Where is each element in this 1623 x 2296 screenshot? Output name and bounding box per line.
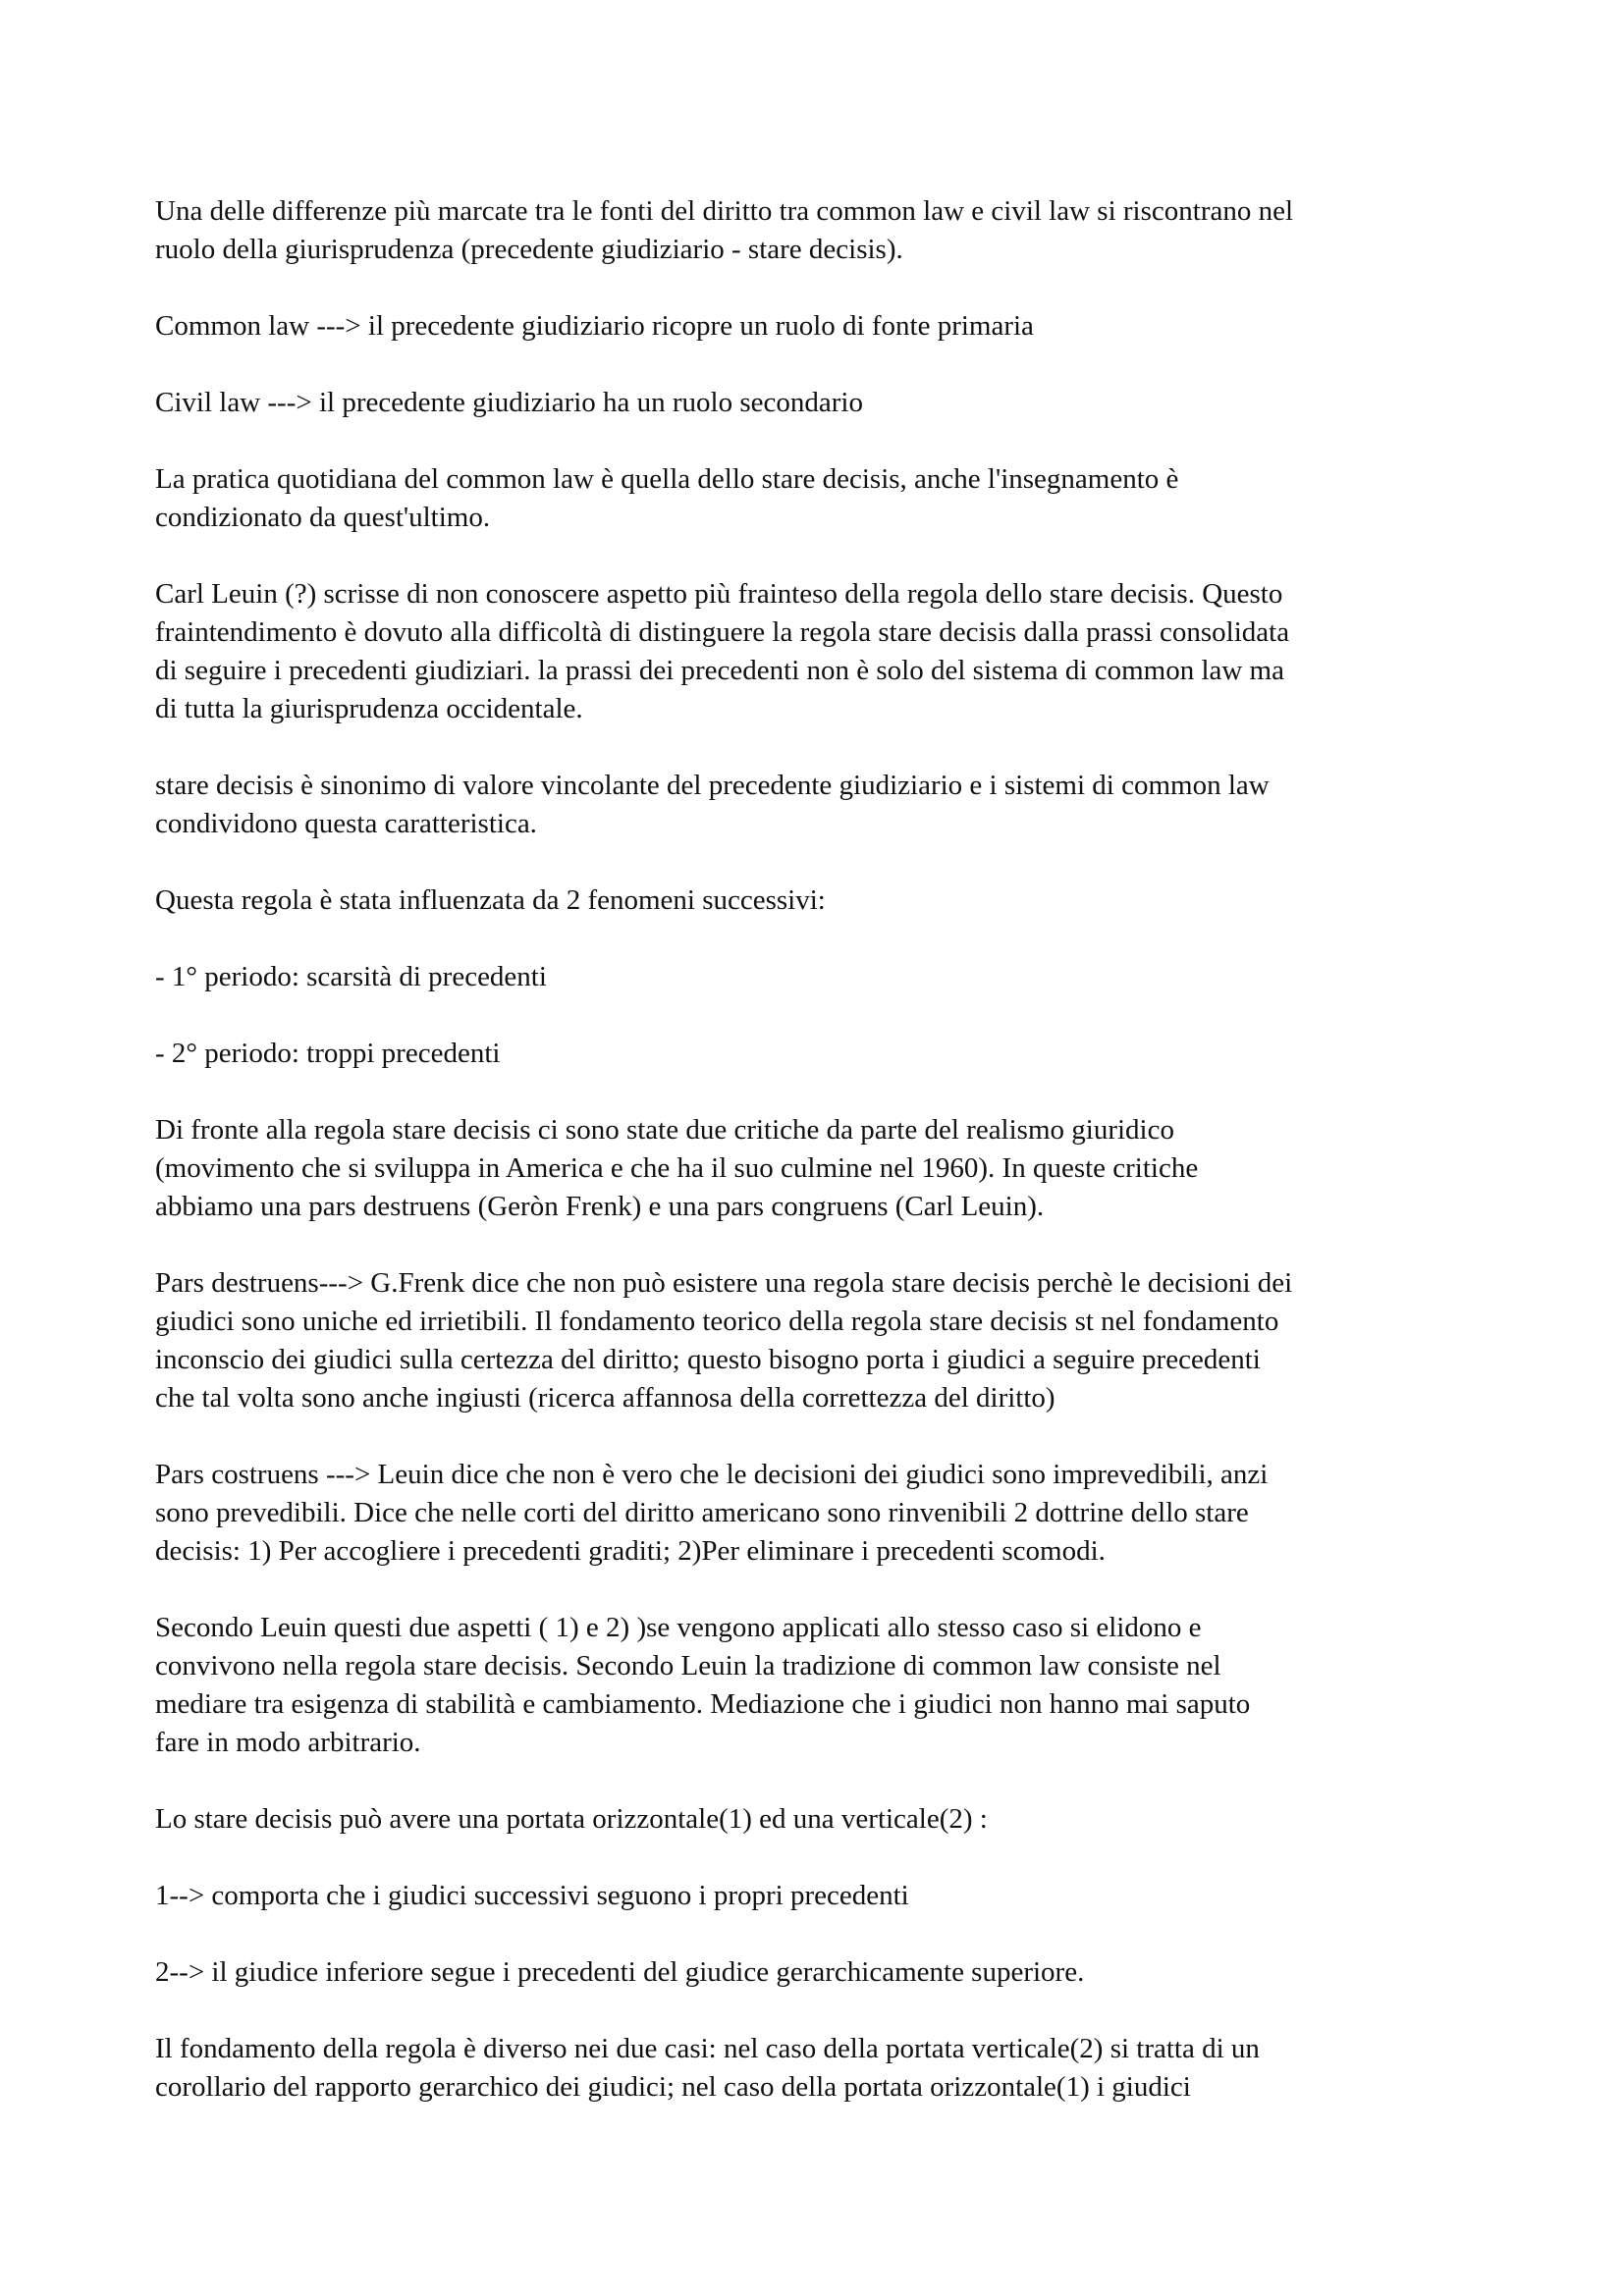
text-line: fare in modo arbitrario. <box>155 1727 421 1758</box>
text-line: Di fronte alla regola stare decisis ci sono state due critiche da parte del realismo giuridico <box>155 1114 1174 1146</box>
text-line: fraintendimento è dovuto alla difficoltà di distinguere la regola stare decisis dalla prassi consolidata <box>155 616 1290 648</box>
paragraph <box>155 1953 1500 1992</box>
paragraph <box>155 1035 1500 1073</box>
text-line: (movimento che si sviluppa in America e che ha il suo culmine nel 1960). In queste critiche <box>155 1152 1199 1184</box>
text-line: di tutta la giurisprudenza occidentale. <box>155 693 583 724</box>
text-line: sono prevedibili. Dice che nelle corti del diritto americano sono rinvenibili 2 dottrine dello stare <box>155 1497 1249 1528</box>
text-line: mediare tra esigenza di stabilità e cambiamento. Mediazione che i giudici non hanno mai saputo <box>155 1688 1251 1720</box>
text-line: che tal volta sono anche ingiusti (ricerca affannosa della correttezza del diritto) <box>155 1382 1055 1414</box>
text-line: corollario del rapporto gerarchico dei giudici; nel caso della portata orizzontale(1) i giudici <box>155 2071 1191 2103</box>
text-line: Common law ---> il precedente giudiziario ricopre un ruolo di fonte primaria <box>155 310 1034 342</box>
text-line: - 2° periodo: troppi precedenti <box>155 1038 501 1069</box>
paragraph <box>155 1111 1500 1226</box>
text-line: La pratica quotidiana del common law è quella dello stare decisis, anche l'insegnamento è <box>155 463 1179 495</box>
text-line: Questa regola è stata influenzata da 2 fenomeni successivi: <box>155 884 826 916</box>
text-line: 1--> comporta che i giudici successivi seguono i propri precedenti <box>155 1880 909 1911</box>
paragraph <box>155 767 1500 843</box>
text-line: Secondo Leuin questi due aspetti ( 1) e 2) )se vengono applicati allo stesso caso si elidono e <box>155 1612 1202 1643</box>
text-line: condividono questa caratteristica. <box>155 808 537 839</box>
text-line: convivono nella regola stare decisis. Secondo Leuin la tradizione di common law consiste nel <box>155 1650 1221 1682</box>
text-line: di seguire i precedenti giudiziari. la prassi dei precedenti non è solo del sistema di common law ma <box>155 655 1284 686</box>
paragraph <box>155 575 1500 728</box>
text-line: decisis: 1) Per accogliere i precedenti graditi; 2)Per eliminare i precedenti scomodi. <box>155 1535 1106 1567</box>
paragraph <box>155 881 1500 920</box>
paragraph <box>155 384 1500 422</box>
text-line: Carl Leuin (?) scrisse di non conoscere aspetto più frainteso della regola dello stare decisis. Questo <box>155 578 1283 610</box>
text-line: Civil law ---> il precedente giudiziario ha un ruolo secondario <box>155 387 863 418</box>
paragraph <box>155 1609 1500 1762</box>
paragraph <box>155 460 1500 537</box>
text-line: stare decisis è sinonimo di valore vincolante del precedente giudiziario e i sistemi di common law <box>155 770 1270 801</box>
paragraph <box>155 958 1500 996</box>
text-line: Una delle differenze più marcate tra le fonti del diritto tra common law e civil law si riscontrano nel <box>155 195 1294 227</box>
paragraph <box>155 1264 1500 1417</box>
paragraph <box>155 1877 1500 1915</box>
paragraph <box>155 1456 1500 1571</box>
paragraph <box>155 192 1500 269</box>
document-body <box>155 192 1500 2145</box>
text-line: abbiamo una pars destruens (Geròn Frenk) e una pars congruens (Carl Leuin). <box>155 1191 1045 1222</box>
text-line: - 1° periodo: scarsità di precedenti <box>155 961 547 992</box>
text-line: 2--> il giudice inferiore segue i precedenti del giudice gerarchicamente superiore. <box>155 1956 1085 1988</box>
text-line: condizionato da quest'ultimo. <box>155 502 491 533</box>
text-line: ruolo della giurisprudenza (precedente giudiziario - stare decisis). <box>155 234 903 265</box>
text-line: Pars destruens---> G.Frenk dice che non può esistere una regola stare decisis perchè le decisioni dei <box>155 1267 1293 1299</box>
paragraph <box>155 1800 1500 1839</box>
paragraph <box>155 2030 1500 2107</box>
text-line: Lo stare decisis può avere una portata orizzontale(1) ed una verticale(2) : <box>155 1803 988 1835</box>
paragraph <box>155 307 1500 346</box>
text-line: Pars costruens ---> Leuin dice che non è vero che le decisioni dei giudici sono imprevedibili, anzi <box>155 1459 1269 1490</box>
text-line: giudici sono uniche ed irrietibili. Il fondamento teorico della regola stare decisis st nel fondamento <box>155 1306 1279 1337</box>
text-line: inconscio dei giudici sulla certezza del diritto; questo bisogno porta i giudici a seguire precedenti <box>155 1344 1261 1375</box>
text-line: Il fondamento della regola è diverso nei due casi: nel caso della portata verticale(2) si tratta di un <box>155 2033 1260 2064</box>
